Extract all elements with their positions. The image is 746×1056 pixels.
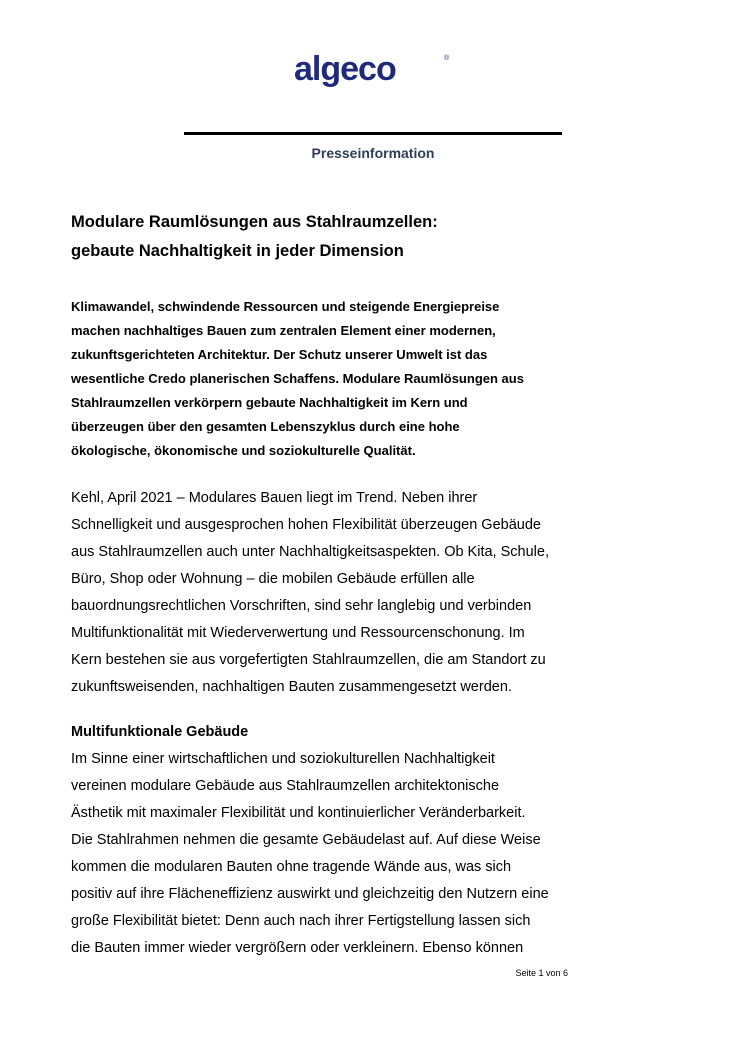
body-line: Multifunktionalität mit Wiederverwertung und Ressourcenschonung. Im <box>71 625 525 641</box>
body-line: Kern bestehen sie aus vorgefertigten Stahlraumzellen, die am Standort zu <box>71 652 546 668</box>
section-line: Die Stahlrahmen nehmen die gesamte Gebäudelast auf. Auf diese Weise <box>71 832 541 848</box>
section-multifunktionale-gebaeude <box>71 719 691 962</box>
body-line: Kehl, April 2021 – Modulares Bauen liegt im Trend. Neben ihrer <box>71 490 478 506</box>
header-label: Presseinformation <box>311 145 435 161</box>
lead-line: Stahlraumzellen verkörpern gebaute Nachhaltigkeit im Kern und <box>71 395 468 410</box>
section-line: kommen die modularen Bauten ohne tragende Wände aus, was sich <box>71 859 512 875</box>
svg-text:algeco: algeco <box>294 50 396 88</box>
section-heading: Multifunktionale Gebäude <box>71 724 249 740</box>
lead-line: zukunftsgerichteten Architektur. Der Schutz unserer Umwelt ist das <box>71 347 488 362</box>
lead-line: machen nachhaltiges Bauen zum zentralen Element einer modernen, <box>71 323 496 338</box>
page-title <box>71 208 671 266</box>
body-line: Schnelligkeit und ausgesprochen hohen Flexibilität überzeugen Gebäude <box>71 517 541 533</box>
body-line: aus Stahlraumzellen auch unter Nachhaltigkeitsaspekten. Ob Kita, Schule, <box>71 544 549 560</box>
lead-line: Klimawandel, schwindende Ressourcen und steigende Energiepreise <box>71 299 500 314</box>
body-line: zukunftsweisenden, nachhaltigen Bauten zusammengesetzt werden. <box>71 679 512 695</box>
header-divider <box>184 132 562 135</box>
lead-paragraph <box>71 295 671 463</box>
body-paragraph <box>71 485 691 701</box>
title-line: Modulare Raumlösungen aus Stahlraumzellen: <box>71 213 438 231</box>
page-number: Seite 1 von 6 <box>515 968 568 978</box>
lead-line: ökologische, ökonomische und soziokulturelle Qualität. <box>71 443 416 458</box>
lead-line: wesentliche Credo planerischen Schaffens. Modulare Raumlösungen aus <box>71 371 524 386</box>
section-line: positiv auf ihre Flächeneffizienz auswirkt und gleichzeitig den Nutzern eine <box>71 886 549 902</box>
section-line: Im Sinne einer wirtschaftlichen und soziokulturellen Nachhaltigkeit <box>71 751 495 767</box>
section-line: Ästhetik mit maximaler Flexibilität und kontinuierlicher Veränderbarkeit. <box>71 805 526 821</box>
lead-line: überzeugen über den gesamten Lebenszyklus durch eine hohe <box>71 419 460 434</box>
title-line: gebaute Nachhaltigkeit in jeder Dimension <box>71 242 404 260</box>
section-line: vereinen modulare Gebäude aus Stahlraumzellen architektonische <box>71 778 500 794</box>
algeco-logo <box>292 50 452 100</box>
svg-text:®: ® <box>444 55 450 62</box>
body-line: Büro, Shop oder Wohnung – die mobilen Gebäude erfüllen alle <box>71 571 475 587</box>
section-line: große Flexibilität bietet: Denn auch nach ihrer Fertigstellung lassen sich <box>71 913 531 929</box>
section-line: die Bauten immer wieder vergrößern oder verkleinern. Ebenso können <box>71 940 524 956</box>
body-line: bauordnungsrechtlichen Vorschriften, sind sehr langlebig und verbinden <box>71 598 532 614</box>
